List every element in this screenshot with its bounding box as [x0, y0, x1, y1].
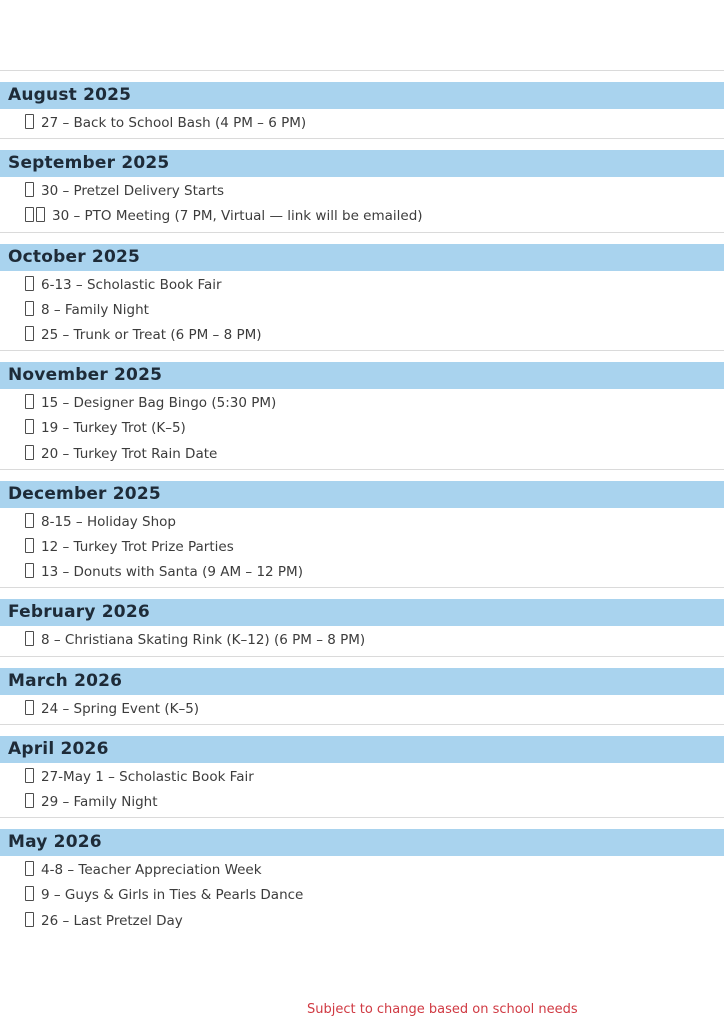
footer-disclaimer: Subject to change based on school needs — [307, 1001, 578, 1017]
event-text: 25 – Trunk or Treat (6 PM – 8 PM) — [41, 327, 262, 344]
event-list — [0, 273, 724, 349]
event-list — [0, 697, 724, 722]
event-item — [25, 273, 724, 298]
event-text: 19 – Turkey Trot (K–5) — [41, 420, 186, 437]
month-section-april-2026 — [0, 724, 724, 815]
missing-emoji-icon — [25, 276, 34, 291]
event-text: 4-8 – Teacher Appreciation Week — [41, 862, 262, 879]
event-list — [0, 628, 724, 653]
event-item — [25, 442, 724, 467]
missing-emoji-icon — [25, 912, 34, 927]
event-item — [25, 111, 724, 136]
month-header: December 2025 — [0, 481, 724, 508]
month-section-february-2026 — [0, 587, 724, 653]
section-divider — [0, 232, 724, 233]
event-text: 8-15 – Holiday Shop — [41, 513, 176, 530]
event-list — [0, 765, 724, 815]
month-section-december-2025 — [0, 469, 724, 586]
missing-emoji-icon — [25, 301, 34, 316]
event-item — [25, 391, 724, 416]
missing-emoji-icon — [36, 207, 45, 222]
month-section-august-2025 — [0, 70, 724, 136]
month-section-march-2026 — [0, 656, 724, 722]
missing-emoji-icon — [25, 394, 34, 409]
month-header: September 2025 — [0, 150, 724, 177]
event-text: 15 – Designer Bag Bingo (5:30 PM) — [41, 395, 277, 412]
event-item — [25, 298, 724, 323]
section-divider — [0, 138, 724, 139]
event-text: 8 – Christiana Skating Rink (K–12) (6 PM – 8 PM) — [41, 632, 366, 649]
missing-emoji-icon — [25, 793, 34, 808]
missing-emoji-icon — [25, 207, 34, 222]
event-item — [25, 510, 724, 535]
event-text: 6-13 – Scholastic Book Fair — [41, 276, 222, 293]
month-header: May 2026 — [0, 829, 724, 856]
missing-emoji-icon — [25, 768, 34, 783]
month-section-november-2025 — [0, 350, 724, 467]
section-divider — [0, 656, 724, 657]
event-item — [25, 697, 724, 722]
missing-emoji-icon — [25, 445, 34, 460]
event-item — [25, 628, 724, 653]
month-header: November 2025 — [0, 362, 724, 389]
event-item — [25, 416, 724, 441]
section-divider — [0, 587, 724, 588]
event-text: 29 – Family Night — [41, 794, 158, 811]
event-item — [25, 790, 724, 815]
event-text: 13 – Donuts with Santa (9 AM – 12 PM) — [41, 564, 303, 581]
event-item — [25, 858, 724, 883]
event-list — [0, 179, 724, 229]
event-text: 27 – Back to School Bash (4 PM – 6 PM) — [41, 115, 307, 131]
event-text: 20 – Turkey Trot Rain Date — [41, 445, 218, 462]
month-section-september-2025 — [0, 138, 724, 229]
month-section-may-2026 — [0, 817, 724, 934]
month-header: October 2025 — [0, 244, 724, 271]
event-text: 27-May 1 – Scholastic Book Fair — [41, 768, 254, 785]
event-item — [25, 204, 724, 229]
event-list — [0, 858, 724, 934]
missing-emoji-icon — [25, 563, 34, 578]
event-list — [0, 510, 724, 586]
missing-emoji-icon — [25, 513, 34, 528]
missing-emoji-icon — [25, 182, 34, 197]
event-item — [25, 535, 724, 560]
event-item — [25, 560, 724, 585]
missing-emoji-icon — [25, 861, 34, 876]
section-divider — [0, 469, 724, 470]
month-header: April 2026 — [0, 736, 724, 763]
section-divider — [0, 350, 724, 351]
event-item — [25, 765, 724, 790]
event-text: 30 – Pretzel Delivery Starts — [41, 183, 225, 200]
event-text: 8 – Family Night — [41, 301, 149, 318]
section-divider — [0, 817, 724, 818]
missing-emoji-icon — [25, 700, 34, 715]
event-text: 24 – Spring Event (K–5) — [41, 700, 200, 717]
missing-emoji-icon — [25, 886, 34, 901]
section-divider — [0, 70, 724, 71]
missing-emoji-icon — [25, 419, 34, 434]
missing-emoji-icon — [25, 538, 34, 553]
month-header: August 2025 — [0, 82, 724, 109]
event-text: 12 – Turkey Trot Prize Parties — [41, 539, 234, 556]
event-text: 9 – Guys & Girls in Ties & Pearls Dance — [41, 887, 304, 904]
month-section-october-2025 — [0, 232, 724, 349]
event-item — [25, 179, 724, 204]
event-list — [0, 111, 724, 136]
event-list — [0, 391, 724, 467]
event-text: 26 – Last Pretzel Day — [41, 912, 183, 929]
month-header: February 2026 — [0, 599, 724, 626]
missing-emoji-icon — [25, 114, 34, 129]
month-header: March 2026 — [0, 668, 724, 695]
event-item — [25, 883, 724, 908]
missing-emoji-icon — [25, 326, 34, 341]
section-divider — [0, 724, 724, 725]
event-item — [25, 323, 724, 348]
event-text: 30 – PTO Meeting (7 PM, Virtual — link will be emailed) — [52, 208, 423, 225]
missing-emoji-icon — [25, 631, 34, 646]
event-item — [25, 909, 724, 934]
